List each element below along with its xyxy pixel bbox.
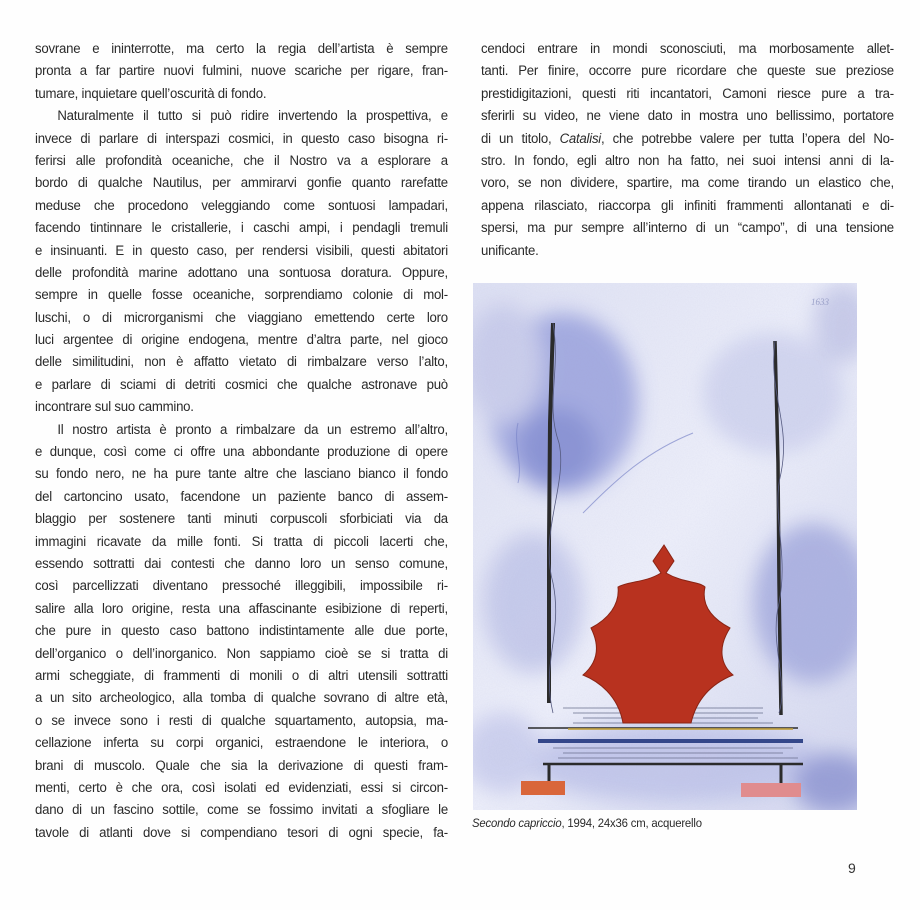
text-line: salire alla loro origine, resta una affascinante esibizione di reperti, bbox=[35, 600, 448, 617]
text-line: blaggio per sostenere tanti minuti corpuscoli sforbiciati via da bbox=[35, 511, 448, 528]
text-fragment: , che potrebbe valere per tutta l’opera del No- bbox=[601, 130, 894, 147]
text-line bbox=[481, 128, 894, 150]
right-text-column bbox=[481, 38, 894, 262]
text-line: cellazione inferta su corpi organici, estraendone le interiora, o bbox=[35, 735, 448, 752]
text-line: luschi, o di microrganismi che viaggiano emettendo certe loro bbox=[35, 309, 448, 326]
text-line: cendoci entrare in mondi sconosciuti, ma morbosamente allet- bbox=[481, 41, 894, 57]
italic-title: Catalisi bbox=[559, 130, 602, 147]
text-line: pronta a far partire nuovi fulmini, nuove scariche per rigare, fran- bbox=[35, 63, 448, 80]
text-line: stro. In fondo, egli altro non ha fatto, nei suoi intensi anni di la- bbox=[481, 152, 894, 169]
text-line: a un sito archeologico, alla tomba di qualche sovrano di altre età, bbox=[35, 690, 448, 707]
text-line: su fondo nero, ne ha pure tante altre che lasciano bianco il fondo bbox=[35, 466, 448, 483]
svg-text:1633: 1633 bbox=[811, 297, 829, 307]
text-line: tumare, inquietare quell’oscurità di fondo. bbox=[35, 85, 267, 102]
text-line: e parlare di sciami di detriti cosmici che qualche astronave può bbox=[35, 376, 448, 393]
text-line: sferirli su video, ne viene dato in mostra uno bellissimo, portatore bbox=[481, 108, 894, 125]
text-line: brani di muscolo. Quale che sia la derivazione di questi fram- bbox=[35, 757, 448, 774]
text-line: dell’organico o dell’inorganico. Non sappiamo cioè se si tratta di bbox=[35, 645, 448, 662]
watercolor-painting-image bbox=[473, 283, 857, 810]
text-line: menti, certo è che ora, così isolati ed evidenziati, essi si circon- bbox=[35, 779, 448, 796]
text-line: o se invece sono i resti di qualche squartamento, autopsia, ma- bbox=[35, 712, 448, 729]
text-line: tavole di atlanti dove si compendiano tesori di ogni specie, fa- bbox=[35, 824, 448, 841]
text-line: sempre in quelle fosse oceaniche, sorprendiamo colonie di mol- bbox=[35, 287, 448, 304]
text-line: facendo tintinnare le cristallerie, i caschi ampi, i pendagli tremuli bbox=[35, 220, 448, 237]
text-line: e dunque, così come ci offre una abbondante produzione di opere bbox=[35, 444, 448, 461]
text-line: spersi, ma pur sempre all’interno di un “campo”, di una tensione bbox=[481, 220, 894, 237]
text-line: che pure in questo caso battono indistintamente alle due porte, bbox=[35, 623, 448, 640]
text-line: dano di un fascino sottile, come se fossimo invitati a sfogliare le bbox=[35, 802, 448, 819]
figure-caption bbox=[472, 816, 702, 830]
text-line: incontrare sul suo cammino. bbox=[35, 399, 194, 416]
left-text-column bbox=[35, 38, 448, 844]
text-line: del cartoncino usato, facendone un paziente banco di assem- bbox=[35, 488, 448, 505]
text-line: voro, se non dividere, spartire, ma come tirando un elastico che, bbox=[481, 175, 894, 192]
text-line: delle profondità marine adottano una sontuosa doratura. Oppure, bbox=[35, 264, 448, 281]
text-line: immagini ricavate da mille fonti. Si tratta di piccoli lacerti che, bbox=[35, 533, 448, 550]
text-line: così parcellizzati diventano pressoché illeggibili, impossibile ri- bbox=[35, 578, 448, 595]
text-line: armi scheggiate, di frammenti di monili o di altri utensili sottratti bbox=[35, 667, 448, 684]
text-line: delle similitudini, non è affatto vietato di rimbalzare verso l’alto, bbox=[35, 354, 448, 371]
text-line: tanti. Per finire, occorre pure ricordare che queste sue preziose bbox=[481, 63, 894, 80]
text-line: e insinuanti. E in questo caso, per rendersi visibili, questi abitatori bbox=[35, 242, 448, 259]
painting-figure bbox=[473, 283, 857, 810]
text-line: Naturalmente il tutto si può ridire invertendo la prospettiva, e bbox=[57, 108, 448, 125]
text-line: invece di parlare di interspazi cosmici, in questo caso bisogna ri- bbox=[35, 130, 448, 147]
text-line: sovrane e ininterrotte, ma certo la regia dell’artista è sempre bbox=[35, 41, 448, 57]
text-line: luci argentee di origine endogena, mentre d’altra parte, nel gioco bbox=[35, 332, 448, 349]
text-fragment: di un titolo, bbox=[481, 130, 560, 147]
text-line: essendo sottratti dai contesti che danno loro un senso comune, bbox=[35, 555, 448, 572]
text-line: bordo di qualche Nautilus, per ammirarvi gonfie quanto rarefatte bbox=[35, 175, 448, 192]
caption-details: , 1994, 24x36 cm, acquerello bbox=[561, 816, 702, 830]
caption-title: Secondo capriccio bbox=[472, 816, 562, 830]
text-line: Il nostro artista è pronto a rimbalzare da un estremo all’altro, bbox=[57, 421, 448, 438]
text-line: ferirsi alle profondità oceaniche, che il Nostro va a esplorare a bbox=[35, 152, 448, 169]
text-line: meduse che procedono veleggiando come sontuosi lampadari, bbox=[35, 197, 448, 214]
page-number: 9 bbox=[848, 860, 856, 876]
text-line: unificante. bbox=[481, 242, 539, 259]
text-line: prestidigitazioni, questi riti incantatori, Camoni riesce pure a tra- bbox=[481, 85, 894, 102]
text-line: appena rilasciato, riaccorpa gli infiniti frammenti allontanati e di- bbox=[481, 197, 894, 214]
